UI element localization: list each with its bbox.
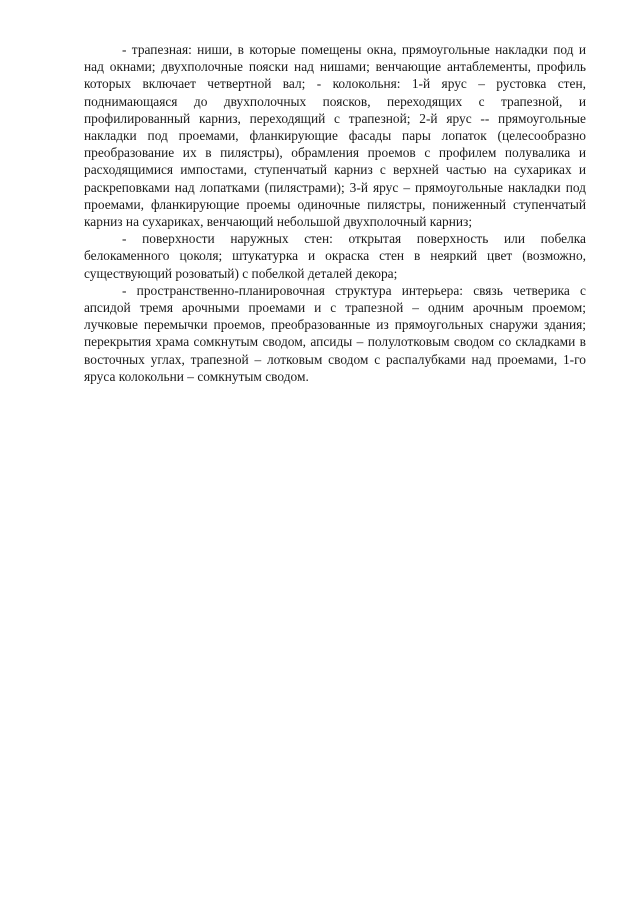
- paragraph-exterior-walls: - поверхности наружных стен: открытая поверхность или побелка белокаменного цоколя; штукатурка и окраска стен в неяркий цвет (возможно, существующий розоватый) с побелкой деталей декора;: [84, 231, 586, 281]
- document-body: [84, 41, 586, 385]
- paragraph-interior-structure: - пространственно-планировочная структура интерьера: связь четверика с апсидой тремя арочными проемами и с трапезной – одним арочным проемом; лучковые перемычки проемов, преобразованные из прямоугольных снаружи здания; перекрытия храма сомкнутым сводом, апсиды – полулотковым сводом со складками в восточных углах, трапезной – лотковым сводом с распалубками над проемами, 1-го яруса колокольни – сомкнутым сводом.: [84, 282, 586, 384]
- paragraph-refectory-belfry: - трапезная: ниши, в которые помещены окна, прямоугольные накладки под и над окнами; двухполочные пояски над нишами; венчающие антаблементы, профиль которых включает четвертной вал; - колокольня: 1-й ярус – рустовка стен, поднимающаяся до двухполочных поясков, переходящих с трапезной, и профилированный карниз, переходящий с трапезной; 2-й ярус -- прямоугольные накладки под проемами, фланкирующие фасады пары лопаток (целесообразно преобразование их в пилястры), обрамления проемов с профилем полувалика и расходящимися импостами, ступенчатый карниз с верхней частью на сухариках и раскреповками над лопатками (пилястрами); 3-й ярус – прямоугольные накладки под проемами, фланкирующие проемы одиночные пилястры, пониженный ступенчатый карниз на сухариках, венчающий небольшой двухполочный карниз;: [84, 42, 586, 230]
